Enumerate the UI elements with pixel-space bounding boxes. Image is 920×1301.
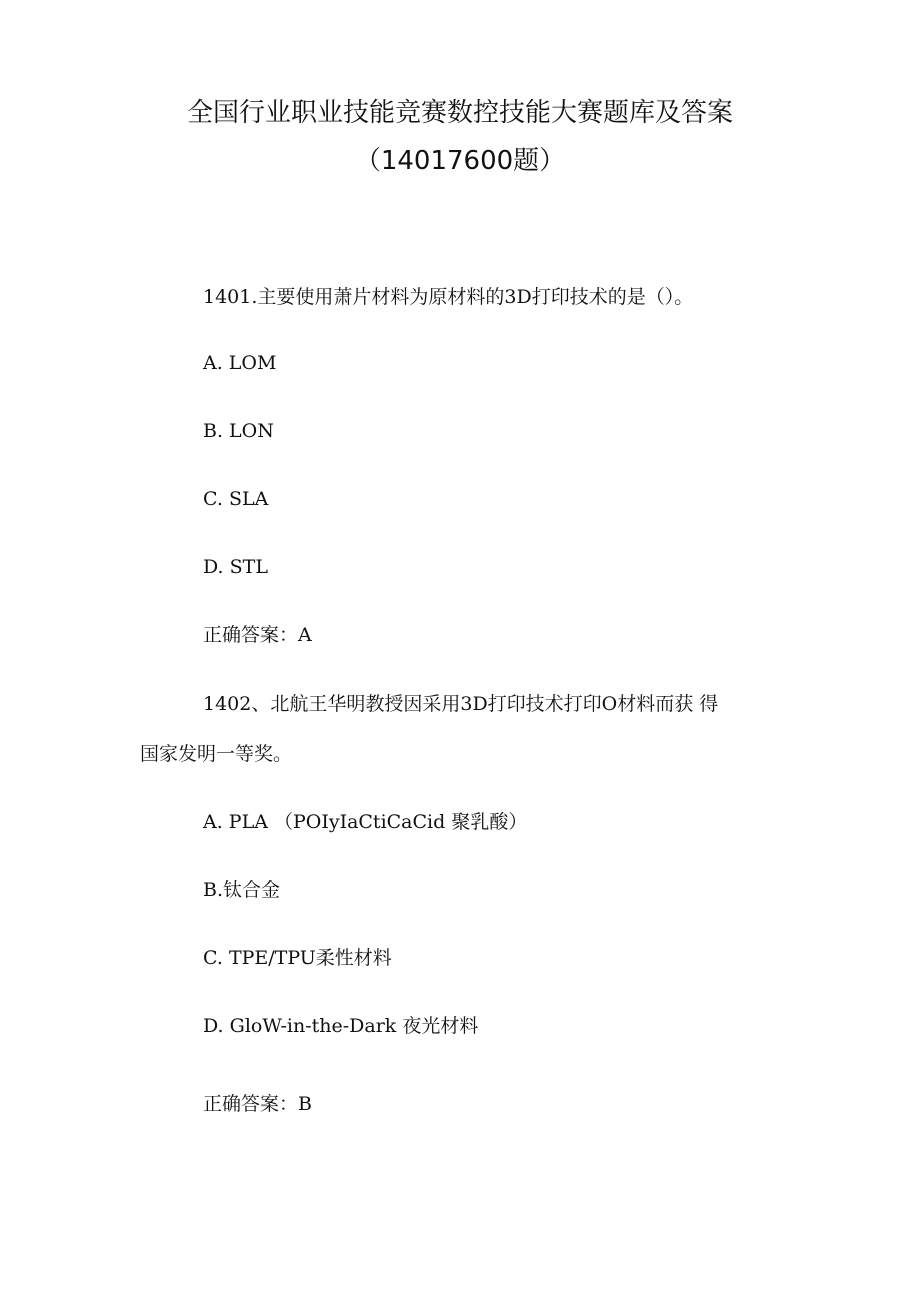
question-1401-option-c: C. SLA <box>203 488 269 510</box>
question-1402-stem-line1: 1402、北航王华明教授因采用3D打印技术打印O材料而获 得 <box>203 693 719 715</box>
question-1402-option-c: C. TPE/TPU柔性材料 <box>203 947 392 969</box>
document-subtitle: （14017600题） <box>354 146 566 176</box>
question-1402-answer: 正确答案：B <box>203 1093 312 1115</box>
question-1401-option-a: A. LOM <box>203 352 277 374</box>
question-1402-option-a: A. PLA （POIyIaCtiCaCid 聚乳酸） <box>203 811 528 833</box>
question-1401-option-d: D. STL <box>203 556 268 578</box>
document-title: 全国行业职业技能竞赛数控技能大赛题库及答案 <box>186 98 733 128</box>
question-1402-option-b: B.钛合金 <box>203 879 281 901</box>
question-1402-option-d: D. GloW-in-the-Dark 夜光材料 <box>203 1015 479 1037</box>
question-1401-answer: 正确答案：A <box>203 624 312 646</box>
question-1401-stem: 1401.主要使用萧片材料为原材料的3D打印技术的是（）。 <box>203 286 694 308</box>
question-1401-option-b: B. LON <box>203 420 274 442</box>
question-1402-stem-line2: 国家发明一等奖。 <box>140 743 293 765</box>
